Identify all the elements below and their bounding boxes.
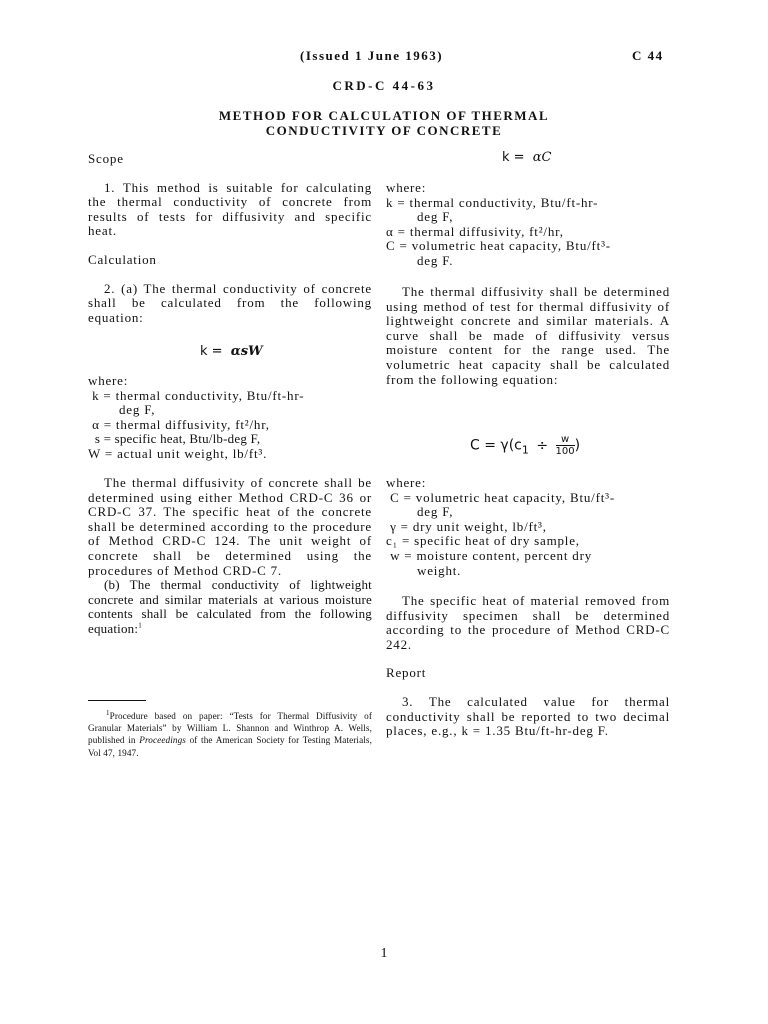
where-label: where: <box>386 180 427 195</box>
equation-lhs: C = γ(c <box>470 437 522 454</box>
footnote: $^1$Procedure based on paper: “Tests for Thermal Diffusivity of Granular Materials” by William L. Shannon and Winthrop A. Wells, published in Proceedings of the American Society for Testing Materials, Vol 47, 1947. <box>88 708 372 758</box>
where-item: α = thermal diffusivity, ft²/hr, <box>92 416 270 432</box>
footnote-rule <box>88 700 146 701</box>
where-item: C = volumetric heat capacity, Btu/ft³- <box>386 238 611 254</box>
left-column <box>88 152 372 325</box>
report-heading: Report <box>386 665 427 681</box>
equation-lhs: k = <box>200 344 223 359</box>
where-item: W = actual unit weight, lb/ft³. <box>88 445 268 461</box>
equation-subscript: 1 <box>521 443 529 457</box>
where-item-cont: deg F, <box>417 504 454 520</box>
where-item: C = volumetric heat capacity, Btu/ft³- <box>390 489 615 505</box>
designation: CRD-C 44-63 <box>332 78 436 93</box>
scope-paragraph: 1. This method is suitable for calculating the thermal conductivity of concrete from results of tests for diffusivity and specific heat. <box>88 179 372 239</box>
where-label: where: <box>88 373 129 388</box>
where-item: w = moisture content, percent dry <box>390 547 593 563</box>
diffusivity-paragraph: The thermal diffusivity of concrete shall be determined using either Method CRD-C 36 or CRD-C 37. The specific heat of the concrete shall be determined according to the procedure of Method CRD-C 124. The unit weight of concrete shall be determined using the procedures of Method CRD-C 7. <box>88 475 372 578</box>
footnote-ref: 1 <box>138 621 142 630</box>
where-item-cont: deg F, <box>417 209 454 225</box>
equation-fraction <box>556 434 575 457</box>
specific-heat-paragraph: The specific heat of material removed from diffusivity specimen shall be determined according to the procedure of Method CRD-C 242. <box>386 593 670 652</box>
title-line-1: METHOD FOR CALCULATION OF THERMAL <box>218 108 550 123</box>
equation-volumetric-heat <box>470 434 580 457</box>
where-label: where: <box>386 475 427 490</box>
footnote-emphasis: Proceedings <box>139 735 186 746</box>
footnote-number: 1 <box>106 708 110 717</box>
equation-close: ) <box>574 437 581 454</box>
where-item: c₁ = specific heat of dry sample, <box>386 533 580 549</box>
where-list-3 <box>386 476 676 578</box>
report-paragraph: 3. The calculated value for thermal conductivity shall be reported to two decimal places, e.g., k = 1.35 Btu/ft-hr-deg F. <box>386 693 670 739</box>
where-item-cont: weight. <box>417 562 462 578</box>
issued-date: (Issued 1 June 1963) <box>300 48 444 63</box>
heat-capacity-paragraph: The thermal diffusivity shall be determined using method of test for thermal diffusivity of lightweight concrete and similar materials. A curve shall be made of diffusivity versus moisture content for the range used. The volumetric heat capacity shall be calculated from the following equation: <box>386 284 670 387</box>
equation-k-ac <box>502 150 551 165</box>
where-item: k = thermal conductivity, Btu/ft-hr- <box>386 194 599 210</box>
lightweight-paragraph: (b) The thermal conductivity of lightweight concrete and similar materials at various moisture contents shall be calculated from the following equation:$^1$ <box>88 577 372 636</box>
equation-rhs: αsW <box>230 344 263 359</box>
left-column-lower <box>88 476 372 637</box>
right-column-lower <box>386 594 670 739</box>
title-line-2: CONDUCTIVITY OF CONCRETE <box>265 123 503 138</box>
equation-lhs: k = <box>502 150 525 165</box>
where-item-cont: deg F, <box>119 402 156 418</box>
calculation-heading: Calculation <box>88 251 157 267</box>
where-item: α = thermal diffusivity, ft²/hr, <box>386 223 564 239</box>
page-number: 1 <box>380 946 388 961</box>
where-list-1 <box>88 374 378 462</box>
calculation-paragraph-a: 2. (a) The thermal conductivity of concrete shall be calculated from the following equation: <box>88 280 372 325</box>
scope-heading: Scope <box>88 151 124 166</box>
equation-k-asw <box>200 344 263 359</box>
fraction-denominator: 100 <box>555 446 575 457</box>
where-item: s = specific heat, Btu/lb-deg F, <box>94 431 261 447</box>
equation-rhs: αC <box>532 150 552 165</box>
where-item: γ = dry unit weight, lb/ft³, <box>390 518 547 534</box>
where-item: k = thermal conductivity, Btu/ft-hr- <box>92 387 305 403</box>
where-item-cont: deg F. <box>417 252 454 268</box>
method-code: C 44 <box>632 48 664 63</box>
right-column <box>386 285 670 387</box>
where-list-2 <box>386 181 676 269</box>
fraction-numerator: w <box>556 434 575 446</box>
equation-operator: ÷ <box>536 437 549 454</box>
